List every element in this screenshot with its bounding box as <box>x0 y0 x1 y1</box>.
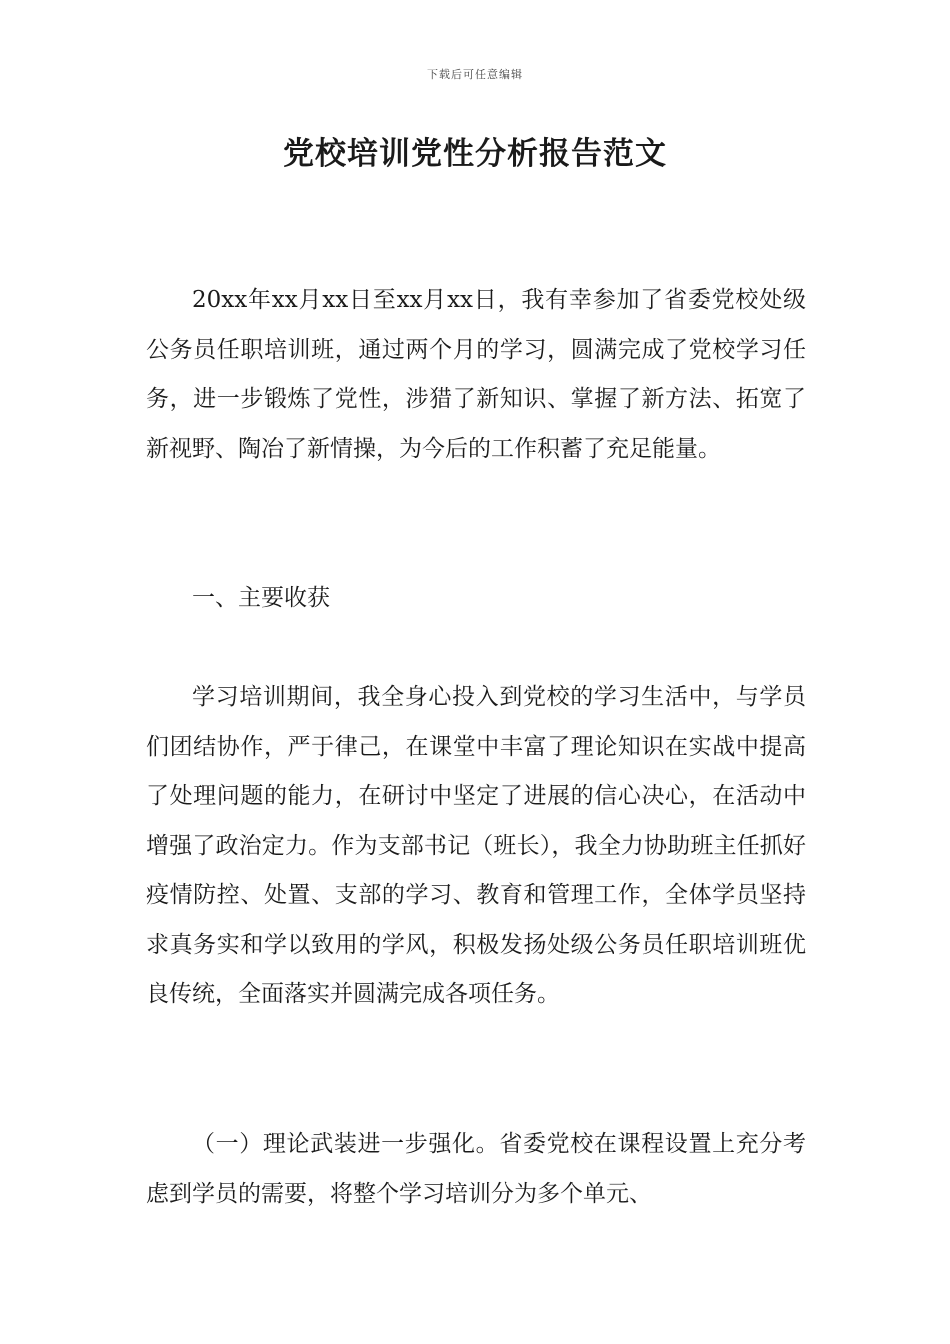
paragraph-study-period: 学习培训期间，我全身心投入到党校的学习生活中，与学员们团结协作，严于律己，在课堂中丰富了理论知识在实战中提高了处理问题的能力，在研讨中坚定了进展的信心决心，在活动中增强了政治定力。作为支部书记（班长），我全力协助班主任抓好疫情防控、处置、支部的学习、教育和管理工作，全体学员坚持求真务实和学以致用的学风，积极发扬处级公务员任职培训班优良传统，全面落实并圆满完成各项任务。 <box>146 684 806 1007</box>
section-heading-main-gains: 一、主要收获 <box>192 585 330 611</box>
header-note: 下载后可任意编辑 <box>427 68 523 81</box>
document-title: 党校培训党性分析报告范文 <box>283 136 667 172</box>
paragraph-theory-armament: （一）理论武装进一步强化。省委党校在课程设置上充分考虑到学员的需要，将整个学习培训分为多个单元、 <box>146 1131 806 1207</box>
paragraph-intro: 20xx年xx月xx日至xx月xx日，我有幸参加了省委党校处级公务员任职培训班，通过两个月的学习，圆满完成了党校学习任务，进一步锻炼了党性，涉猎了新知识、掌握了新方法、拓宽了新视野、陶冶了新情操，为今后的工作积蓄了充足能量。 <box>146 287 806 462</box>
